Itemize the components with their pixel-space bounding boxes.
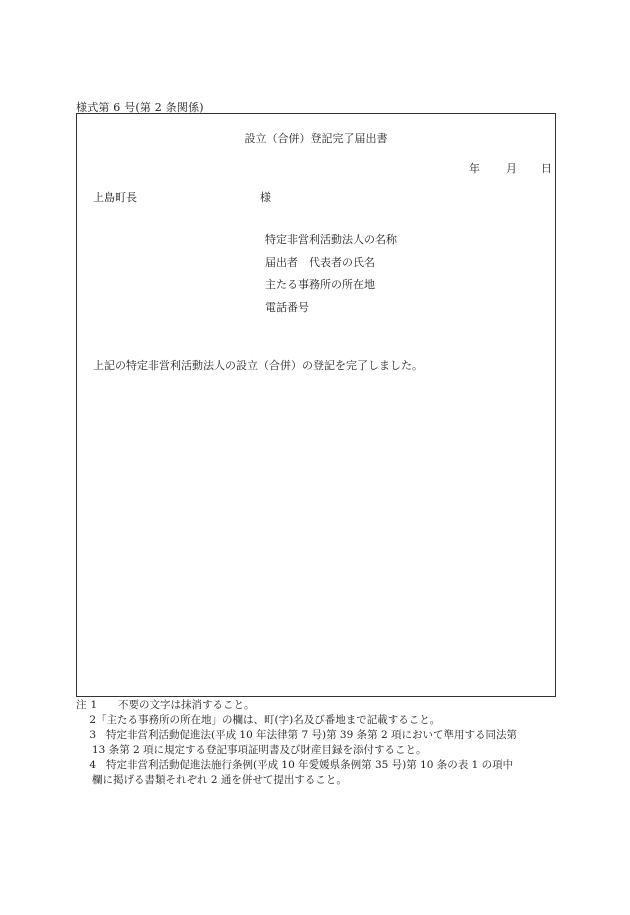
applicant-fields <box>265 233 397 323</box>
note-number: 4 <box>89 759 96 771</box>
note-item <box>76 713 566 728</box>
form-number: 様式第 6 号(第 2 条関係) <box>76 101 204 114</box>
document-title: 設立（合併）登記完了届出書 <box>244 132 388 145</box>
field-phone-number: 電話番号 <box>265 300 309 314</box>
addressee: 上島町長 <box>93 191 137 204</box>
date-day-label: 日 <box>541 162 552 175</box>
form-box <box>76 113 556 697</box>
note-item <box>76 758 566 773</box>
note-number: 3 <box>89 729 96 741</box>
field-office-address: 主たる事務所の所在地 <box>265 278 375 291</box>
note-text: 「主たる事務所の所在地」の欄は、町(字)名及び番地まで記載すること。 <box>96 714 441 726</box>
note-continuation: 欄に掲げる書類それぞれ 2 通を併せて提出すること。 <box>92 774 347 786</box>
note-text: 不要の文字は抹消すること。 <box>118 699 255 711</box>
note-number: 1 <box>90 699 98 711</box>
field-organization-name: 特定非営利活動法人の名称 <box>265 233 397 246</box>
note-continuation: 13 条第 2 項に規定する登記事項証明書及び財産目録を添付すること。 <box>92 744 427 756</box>
notes-section <box>76 698 566 788</box>
field-representative-name: 届出者 代表者の氏名 <box>265 255 375 269</box>
notes-label: 注 <box>76 699 87 711</box>
note-text: 特定非営利活動促進法施行条例(平成 10 年愛媛県条例第 35 号)第 10 条の表 1 の項中 <box>106 759 514 771</box>
date-month-label: 月 <box>506 162 517 175</box>
date-year-label: 年 <box>469 162 480 175</box>
note-item <box>76 728 566 743</box>
note-item <box>76 698 566 713</box>
statement: 上記の特定非営利活動法人の設立（合併）の登記を完了しました。 <box>93 359 423 372</box>
note-number: 2 <box>89 714 96 726</box>
honorific: 様 <box>260 191 271 204</box>
note-text: 特定非営利活動促進法(平成 10 年法律第 7 号)第 39 条第 2 項において準用する同法第 <box>106 729 517 741</box>
